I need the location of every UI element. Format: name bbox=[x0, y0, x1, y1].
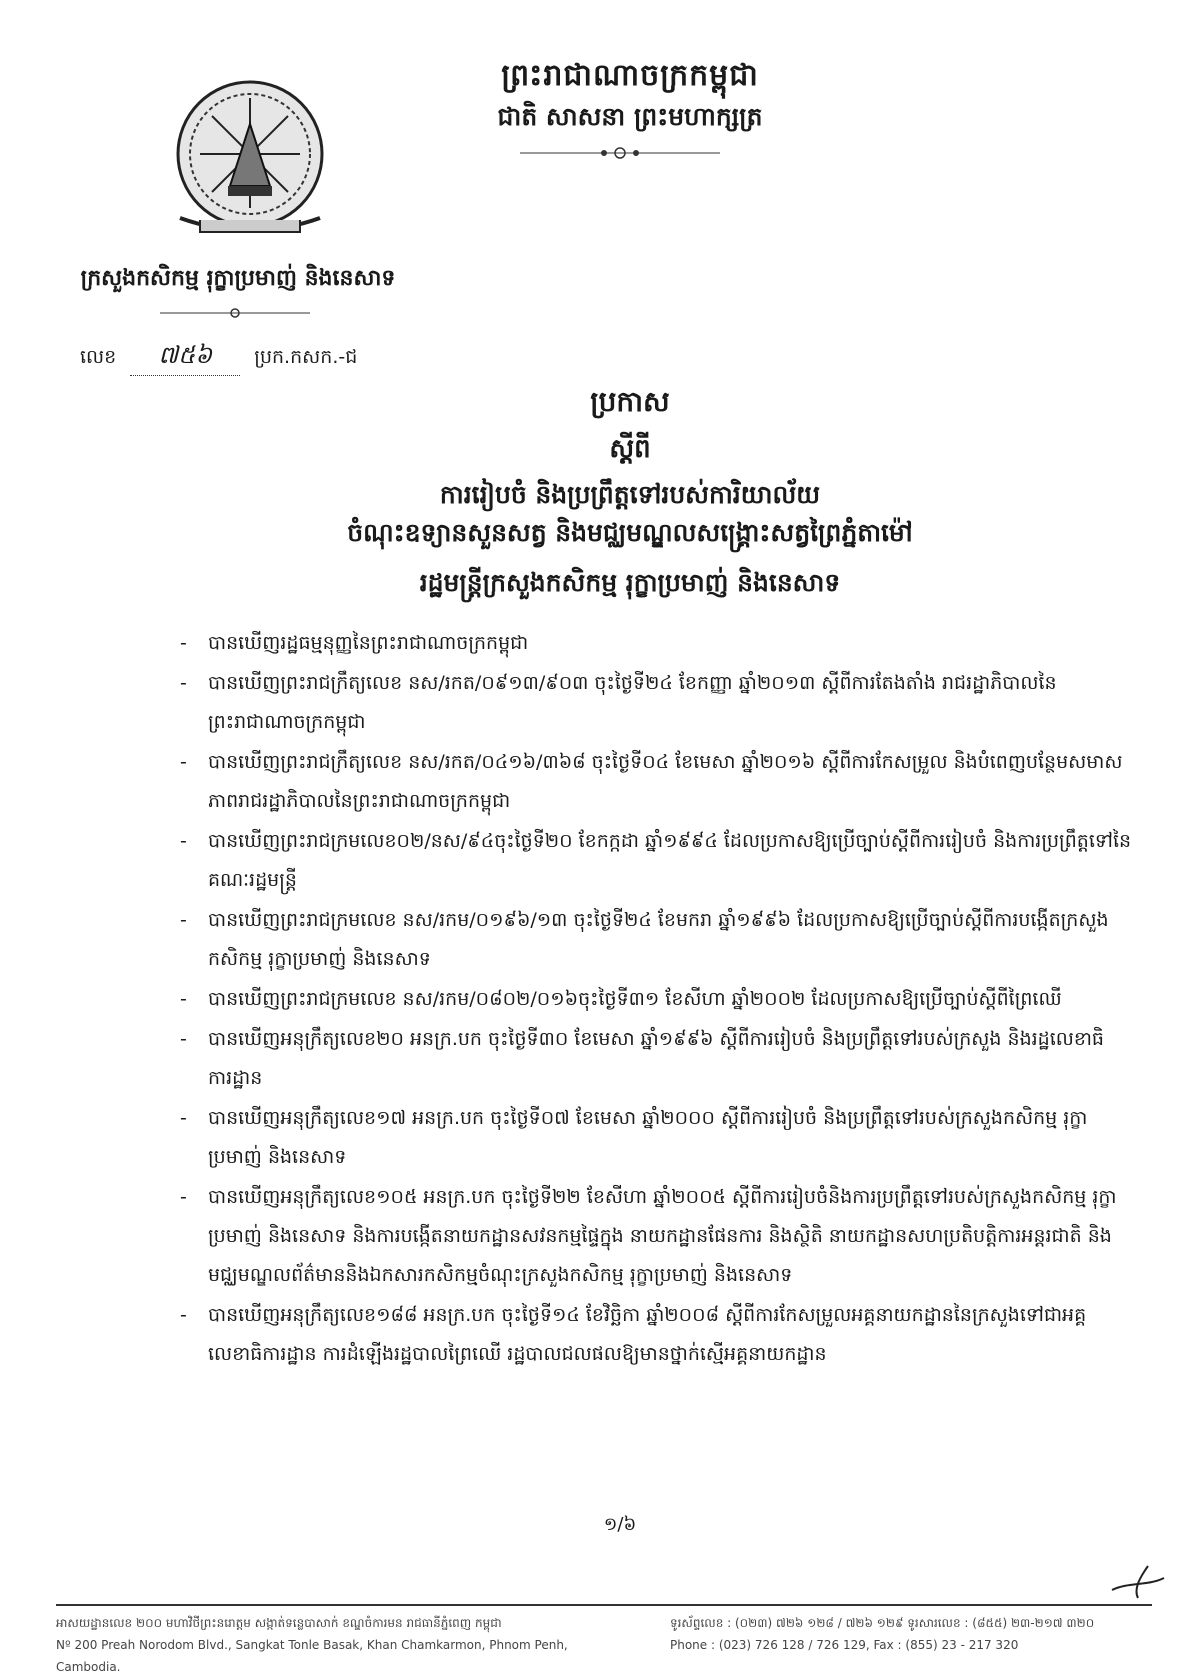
list-item: - បានឃើញអនុក្រឹត្យលេខ១៨៨ អនក្រ.បក ចុះថ្ងៃទី១៤ ខែវិច្ឆិកា ឆ្នាំ២០០៨ ស្តីពីការកែសម្រួលអគ្គនាយកដ្ឋាននៃក្រសួងទៅជាអគ្គលេខាធិការដ្ឋាន ការដំឡើងរដ្ឋបាលព្រៃឈើ រដ្ឋបាលជលផលឱ្យមានថ្នាក់ស្មើអគ្គនាយកដ្ឋាន bbox=[180, 1304, 1087, 1365]
ornament-divider-icon bbox=[520, 146, 720, 160]
list-item: - បានឃើញព្រះរាជក្រមលេខ នស/រកម/០១៩៦/១៣ ចុះថ្ងៃទី២៤ ខែមករា ឆ្នាំ១៩៩៦ ដែលប្រកាសឱ្យប្រើច្បាប់ស្តីពីការបង្កើតក្រសួងកសិកម្ម រុក្ខាប្រមាញ់ និងនេសាទ bbox=[180, 909, 1109, 970]
ref-label: លេខ bbox=[80, 346, 117, 368]
list-item: - បានឃើញអនុក្រឹត្យលេខ១៧ អនក្រ.បក ចុះថ្ងៃទី០៧ ខែមេសា ឆ្នាំ២០០០ ស្តីពីការរៀបចំ និងប្រព្រឹត្តទៅរបស់ក្រសួងកសិកម្ម រុក្ខាប្រមាញ់ និងនេសាទ bbox=[180, 1107, 1088, 1168]
footer-phone-kh: ទូរស័ព្ទលេខ : (០២៣) ៧២៦ ១២៨ / ៧២៦ ១២៩ ទូរសារលេខ : (៨៥៥) ២៣-២១៧ ៣២០ bbox=[670, 1616, 1095, 1630]
list-item: - បានឃើញអនុក្រឹត្យលេខ២០ អនក្រ.បក ចុះថ្ងៃទី៣០ ខែមេសា ឆ្នាំ១៩៩៦ ស្តីពីការរៀបចំ និងប្រព្រឹត្តទៅរបស់ក្រសួង និងរដ្ឋលេខាធិការដ្ឋាន bbox=[180, 1028, 1104, 1089]
kingdom-title: ព្រះរាជាណាចក្រកម្ពុជា bbox=[501, 58, 759, 93]
royal-emblem-icon bbox=[160, 68, 340, 248]
list-item: - បានឃើញរដ្ឋធម្មនុញ្ញនៃព្រះរាជាណាចក្រកម្ពុជា bbox=[180, 632, 529, 654]
document-type: ប្រកាស bbox=[590, 385, 670, 418]
list-item: - បានឃើញព្រះរាជក្រឹត្យលេខ នស/រកត/០៩១៣/៩០៣ ចុះថ្ងៃទី២៤ ខែកញ្ញា ឆ្នាំ២០១៣ ស្តីពីការតែងតាំង រាជរដ្ឋាភិបាលនៃព្រះរាជាណាចក្រកម្ពុជា bbox=[180, 672, 1057, 733]
issuer-line: រដ្ឋមន្ត្រីក្រសួងកសិកម្ម រុក្ខាប្រមាញ់ និងនេសាទ bbox=[419, 568, 841, 597]
ministry-name: ក្រសួងកសិកម្ម រុក្ខាប្រមាញ់ និងនេសាទ bbox=[80, 266, 396, 291]
initial-signature-icon bbox=[1108, 1560, 1168, 1600]
ref-suffix: ប្រក.កសក.-ជ bbox=[254, 346, 358, 368]
subject-line-1: ការរៀបចំ និងប្រព្រឹត្តទៅរបស់ការិយាល័យ bbox=[439, 480, 821, 509]
footer-address bbox=[56, 1612, 616, 1678]
list-item: - បានឃើញព្រះរាជក្រមលេខ០២/នស/៩៤ចុះថ្ងៃទី២០ ខែកក្កដា ឆ្នាំ១៩៩៤ ដែលប្រកាសឱ្យប្រើច្បាប់ស្តីពីការរៀបចំ និងការប្រព្រឹត្តទៅនៃគណៈរដ្ឋមន្ត្រី bbox=[180, 830, 1132, 891]
footer-contact bbox=[670, 1612, 1150, 1656]
list-item: - បានឃើញអនុក្រឹត្យលេខ១០៥ អនក្រ.បក ចុះថ្ងៃទី២២ ខែសីហា ឆ្នាំ២០០៥ ស្តីពីការរៀបចំនិងការប្រព្រឹត្តទៅរបស់ក្រសួងកសិកម្ម រុក្ខាប្រមាញ់ និងនេសាទ និងការបង្កើតនាយកដ្ឋានសវនកម្មផ្ទៃក្នុង នាយកដ្ឋានផែនការ និងស្ថិតិ នាយកដ្ឋានសហប្រតិបត្តិការអន្តរជាតិ និងមជ្ឈមណ្ឌលព័ត៌មាននិងឯកសារកសិកម្មចំណុះក្រសួងកសិកម្ម រុក្ខាប្រមាញ់ និងនេសាទ bbox=[180, 1186, 1117, 1286]
recitals-list bbox=[176, 624, 1136, 1375]
list-item: - បានឃើញព្រះរាជក្រមលេខ នស/រកម/០៨០២/០១៦ចុះថ្ងៃទី៣១ ខែសីហា ឆ្នាំ២០០២ ដែលប្រកាសឱ្យប្រើច្បាប់ស្តីពីព្រៃឈើ bbox=[180, 988, 1062, 1010]
footer-address-en: Nº 200 Preah Norodom Blvd., Sangkat Tonle Basak, Khan Chamkarmon, Phnom Penh, Cambodia. bbox=[56, 1638, 568, 1674]
subject-label: ស្តីពី bbox=[609, 434, 651, 464]
subject-line-2: ចំណុះឧទ្យានសួនសត្វ និងមជ្ឈមណ្ឌលសង្គ្រោះសត្វព្រៃភ្នំតាម៉ៅ bbox=[347, 518, 913, 547]
reference-number bbox=[80, 340, 440, 376]
list-item: - បានឃើញព្រះរាជក្រឹត្យលេខ នស/រកត/០៤១៦/៣៦៨ ចុះថ្ងៃទី០៤ ខែមេសា ឆ្នាំ២០១៦ ស្តីពីការកែសម្រួល និងបំពេញបន្ថែមសមាសភាពរាជរដ្ឋាភិបាលនៃព្រះរាជាណាចក្រកម្ពុជា bbox=[180, 751, 1123, 812]
ref-number-handwritten: ៧៥៦ bbox=[130, 340, 240, 376]
page-number: ១/៦ bbox=[603, 1514, 637, 1535]
footer-address-kh: អាសយដ្ឋានលេខ ២០០ មហាវិថីព្រះនរោត្តម សង្កាត់ទន្លេបាសាក់ ខណ្ឌចំការមន រាជធានីភ្នំពេញ កម្ពុជា bbox=[56, 1616, 502, 1630]
national-motto: ជាតិ សាសនា ព្រះមហាក្សត្រ bbox=[497, 102, 763, 131]
ornament-divider-icon bbox=[160, 306, 310, 320]
footer-divider bbox=[56, 1604, 1152, 1606]
footer-phone-en: Phone : (023) 726 128 / 726 129, Fax : (855) 23 - 217 320 bbox=[670, 1638, 1019, 1652]
